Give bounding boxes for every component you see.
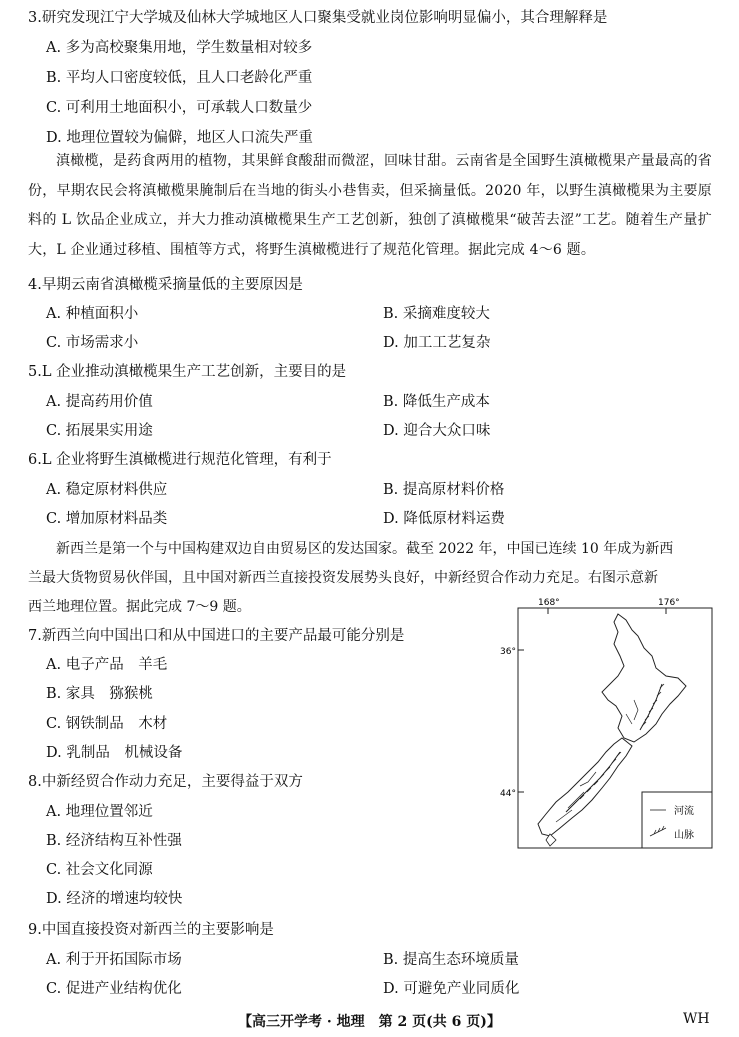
question-7-option-d: D. 乳制品 机械设备 [46,745,183,761]
question-9-option-b: B. 提高生态环境质量 [383,952,519,968]
question-3-option-d: D. 地理位置较为偏僻，地区人口流失严重 [46,130,313,146]
question-6-option-c: C. 增加原材料品类 [46,511,168,527]
question-9-option-a: A. 利于开拓国际市场 [46,952,182,968]
map-lon-168-label: 168° [538,598,560,608]
question-8-stem: 8.中新经贸合作动力充足，主要得益于双方 [28,774,303,790]
question-6-option-a: A. 稳定原材料供应 [46,482,168,498]
paper-code: WH [683,1011,710,1027]
question-7-option-c: C. 钢铁制品 木材 [46,716,168,732]
question-4-option-d: D. 加工工艺复杂 [383,335,491,351]
question-6-option-b: B. 提高原材料价格 [383,482,505,498]
question-8-option-c: C. 社会文化同源 [46,862,153,878]
page-footer: 【高三开学考 · 地理 第 2 页(共 6 页)】 [238,1014,501,1030]
question-9-stem: 9.中国直接投资对新西兰的主要影响是 [28,922,274,938]
question-6-stem: 6.L 企业将野生滇橄榄进行规范化管理，有利于 [28,452,332,468]
map-lat-44-label: 44° [500,789,516,799]
passage-olive [28,147,712,265]
question-4-option-a: A. 种植面积小 [46,306,139,322]
question-9-option-d: D. 可避免产业同质化 [383,981,520,997]
map-lon-176-label: 176° [658,598,680,608]
legend-mountain-label: 山脉 [674,830,694,841]
question-6-option-d: D. 降低原材料运费 [383,511,505,527]
question-7-option-a: A. 电子产品 羊毛 [46,657,168,673]
passage-olive-text: 滇橄榄，是药食两用的植物，其果鲜食酸甜而微涩，回味甘甜。云南省是全国野生滇橄榄果产量最高的省份，早期农民会将滇橄榄果腌制后在当地的街头小巷售卖，但采摘量低。2020 年，以野生滇橄榄果为主要原料的 L 饮品企业成立，并大力推动滇橄榄果生产工艺创新，独创了滇橄榄果“破苦去涩”工艺。随着生产量扩大，L 企业通过移植、围植等方式，将野生滇橄榄进行了规范化管理。据此完成 4～6 题。 [28,153,712,258]
question-4-option-b: B. 采摘难度较大 [383,306,490,322]
question-8-option-a: A. 地理位置邻近 [46,804,153,820]
question-5-option-d: D. 迎合大众口味 [383,423,491,439]
new-zealand-map-svg [500,596,714,850]
legend-river-label: 河流 [674,806,694,817]
question-7-stem: 7.新西兰向中国出口和从中国进口的主要产品最可能分别是 [28,628,405,644]
question-3-option-c: C. 可利用土地面积小，可承载人口数量少 [46,100,313,116]
passage-nz-line-1: 新西兰是第一个与中国构建双边自由贸易区的发达国家。截至 2022 年，中国已连续 10 年成为新西 [56,541,674,557]
passage-nz-line-2: 兰最大货物贸易伙伴国，且中国对新西兰直接投资发展势头良好，中新经贸合作动力充足。右图示意新 [28,570,658,586]
question-5-option-b: B. 降低生产成本 [383,394,490,410]
south-island-shape [538,738,632,836]
question-8-option-b: B. 经济结构互补性强 [46,833,182,849]
question-4-option-c: C. 市场需求小 [46,335,139,351]
question-5-option-a: A. 提高药用价值 [46,394,153,410]
question-5-stem: 5.L 企业推动滇橄榄果生产工艺创新，主要目的是 [28,364,347,380]
question-9-option-c: C. 促进产业结构优化 [46,981,182,997]
question-3-option-b: B. 平均人口密度较低，且人口老龄化严重 [46,70,313,86]
question-4-stem: 4.早期云南省滇橄榄采摘量低的主要原因是 [28,277,303,293]
passage-nz-line-3: 西兰地理位置。据此完成 7～9 题。 [28,599,251,615]
new-zealand-map [500,596,714,850]
map-lat-36-label: 36° [500,647,516,657]
question-3-option-a: A. 多为高校聚集用地，学生数量相对较多 [46,40,313,56]
question-5-option-c: C. 拓展果实用途 [46,423,153,439]
question-8-option-d: D. 经济的增速均较快 [46,891,183,907]
question-7-option-b: B. 家具 猕猴桃 [46,686,153,702]
question-3-stem: 3.研究发现江宁大学城及仙林大学城地区人口聚集受就业岗位影响明显偏小，其合理解释是 [28,10,608,26]
